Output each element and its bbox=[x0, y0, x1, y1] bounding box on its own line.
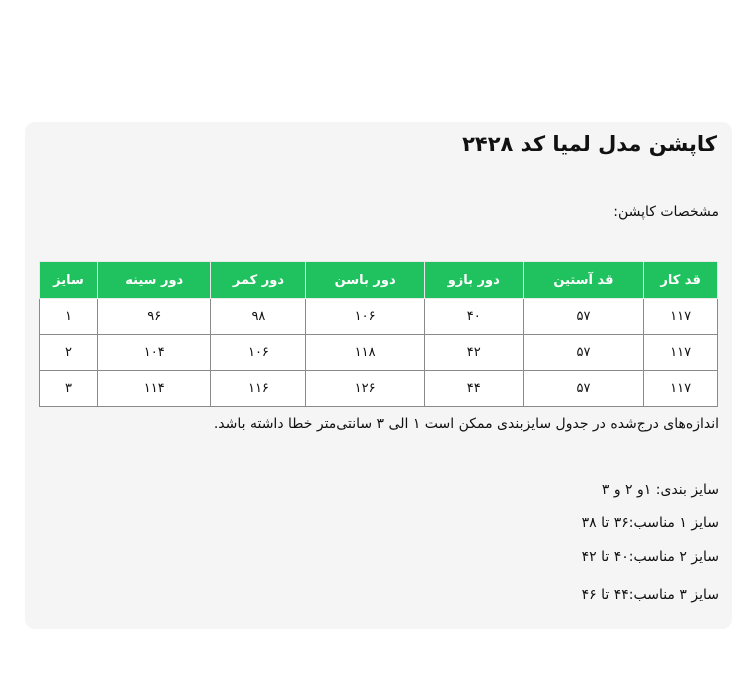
table-cell: ۱۰۴ bbox=[97, 335, 210, 371]
table-row bbox=[40, 299, 718, 335]
table-row bbox=[40, 335, 718, 371]
size-range-line: سایز بندی: ۱و ۲ و ۳ bbox=[601, 482, 719, 498]
column-header: دور کمر bbox=[211, 262, 306, 299]
table-cell: ۵۷ bbox=[523, 335, 644, 371]
column-header: سایز bbox=[40, 262, 98, 299]
size-disclaimer: اندازه‌های درج‌شده در جدول سایزبندی ممکن است ۱ الی ۳ سانتی‌متر خطا داشته باشد. bbox=[213, 416, 719, 432]
table-cell: ۴۴ bbox=[424, 371, 523, 407]
size-1-fit-line: سایز ۱ مناسب:۳۶ تا ۳۸ bbox=[581, 515, 719, 531]
size-3-fit-line: سایز ۳ مناسب:۴۴ تا ۴۶ bbox=[581, 587, 719, 603]
table-cell: ۳ bbox=[40, 371, 98, 407]
table-cell: ۱۱۷ bbox=[644, 299, 718, 335]
modal-title: کاپشن مدل لمیا کد ۲۴۲۸ bbox=[462, 132, 717, 156]
section-subtitle: مشخصات کاپشن: bbox=[613, 204, 719, 220]
table-cell: ۹۸ bbox=[211, 299, 306, 335]
table-cell: ۱ bbox=[40, 299, 98, 335]
table-cell: ۴۲ bbox=[424, 335, 523, 371]
table-cell: ۱۰۶ bbox=[211, 335, 306, 371]
table-header-row bbox=[40, 262, 718, 299]
column-header: دور سینه bbox=[97, 262, 210, 299]
table-cell: ۵۷ bbox=[523, 299, 644, 335]
table-cell: ۹۶ bbox=[97, 299, 210, 335]
column-header: قد آستین bbox=[523, 262, 644, 299]
table-cell: ۱۱۷ bbox=[644, 335, 718, 371]
table-cell: ۵۷ bbox=[523, 371, 644, 407]
size-table bbox=[39, 261, 718, 407]
size-2-fit-line: سایز ۲ مناسب:۴۰ تا ۴۲ bbox=[581, 549, 719, 565]
column-header: دور باسن bbox=[306, 262, 424, 299]
table-cell: ۱۱۶ bbox=[211, 371, 306, 407]
table-cell: ۱۱۷ bbox=[644, 371, 718, 407]
table-cell: ۱۲۶ bbox=[306, 371, 424, 407]
size-guide-modal bbox=[25, 122, 732, 629]
column-header: قد کار bbox=[644, 262, 718, 299]
table-cell: ۱۰۶ bbox=[306, 299, 424, 335]
table-cell: ۲ bbox=[40, 335, 98, 371]
column-header: دور بازو bbox=[424, 262, 523, 299]
table-row bbox=[40, 371, 718, 407]
table-cell: ۱۱۴ bbox=[97, 371, 210, 407]
table-cell: ۱۱۸ bbox=[306, 335, 424, 371]
table-cell: ۴۰ bbox=[424, 299, 523, 335]
